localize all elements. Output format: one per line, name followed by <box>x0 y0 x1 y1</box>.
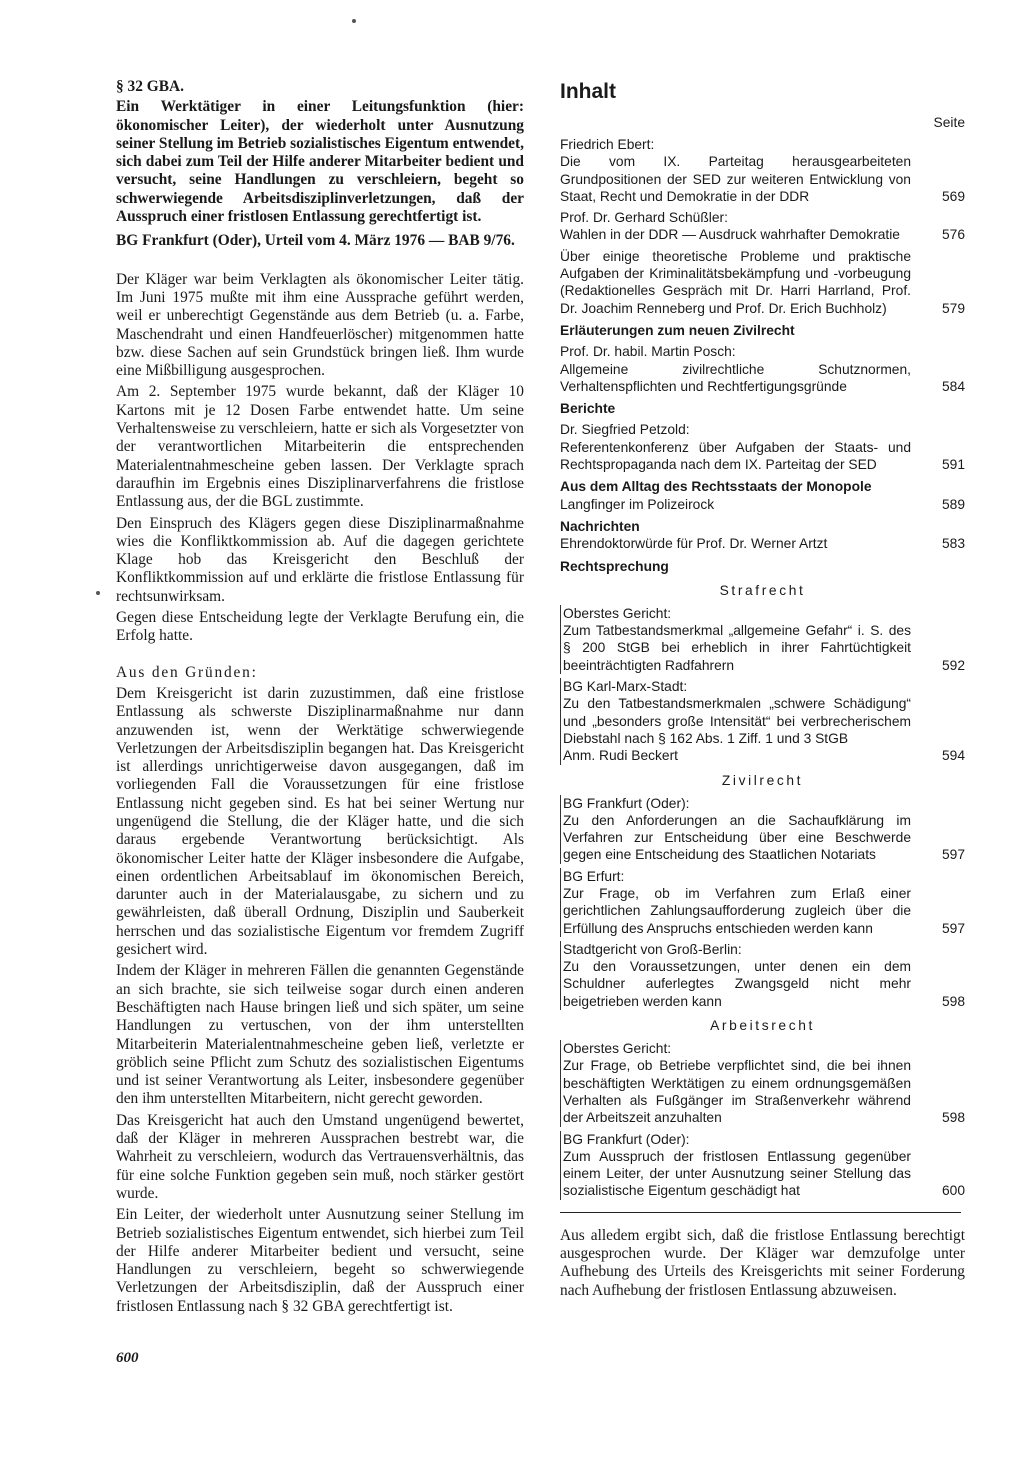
toc-entry[interactable] <box>560 1131 965 1200</box>
toc-entry[interactable] <box>560 248 965 317</box>
toc-entry-court: BG Frankfurt (Oder): <box>563 1131 690 1147</box>
toc-category: Erläuterungen zum neuen Zivilrecht <box>560 322 795 338</box>
toc-entry[interactable] <box>560 209 965 244</box>
reasons-paragraph: Ein Leiter, der wiederholt unter Ausnutzung seiner Stellung im Betrieb sozialistisches Eigentum entwendet, sich hierbei zum Teil der Hilfe anderer Mitarbeiter bedient und versucht, seine Handlungen zu verschleiern, begeht so schwerwiegende Verletzungen der Arbeitsdisziplin, daß der Ausspruch einer fristlosen Entlassung nach § 32 GBA gerechtfertigt ist. <box>116 1206 524 1315</box>
toc-entry-author: Dr. Siegfried Petzold: <box>560 422 690 438</box>
toc-entry-page: 600 <box>941 1183 965 1199</box>
court-citation: BG Frankfurt (Oder), Urteil vom 4. März 1976 — BAB 9/76. <box>116 232 515 250</box>
left-column <box>116 78 524 1316</box>
section-reference: § 32 GBA. <box>116 78 184 95</box>
toc-entry-page: 583 <box>941 536 965 552</box>
toc-entry[interactable] <box>560 868 965 937</box>
toc-entry-court: BG Karl-Marx-Stadt: <box>563 679 688 695</box>
toc-entry-page: 597 <box>941 920 965 936</box>
toc-entry-title: Zum Ausspruch der fristlosen Entlassung gegenüber einem Leiter, der unter Ausnutzung seiner Stellung das sozialistische Eigentum geschädigt hat <box>563 1148 911 1199</box>
toc-entry-page: 594 <box>941 748 965 764</box>
toc-entry[interactable] <box>560 343 965 395</box>
facts-paragraph: Am 2. September 1975 wurde bekannt, daß der Kläger 10 Kartons mit je 12 Dosen Farbe entwendet hatte. Um seine Verhaltensweise zu verschleiern, hatte er sich als Vorgesetzter von der verantwortlichen Mitarbeiterin die entsprechenden Materialentnahmescheine geben lassen. Der Verklagte sprach daraufhin im Ergebnis eines Disziplinarverfahrens die fristlose Entlassung aus, der die BGL zustimmte. <box>116 383 524 511</box>
toc-entry[interactable] <box>560 421 965 473</box>
toc-entry[interactable] <box>560 136 965 205</box>
toc-entry-page: 579 <box>941 300 965 316</box>
toc-divider <box>560 1212 961 1213</box>
toc-entry-title: Zur Frage, ob Betriebe verpflichtet sind, die bei ihnen beschäftigten Werktätigen zu einem ordnungsgemäßen Verhalten als Fußgänger im Straßenverkehr während der Arbeitszeit anzuhalten <box>563 1058 911 1126</box>
toc-entry-court: BG Frankfurt (Oder): <box>563 795 690 811</box>
scan-speck <box>96 591 100 595</box>
toc-entry[interactable] <box>560 678 965 764</box>
facts-paragraph: Den Einspruch des Klägers gegen diese Disziplinarmaßnahme wies die Konfliktkommission ab. Auf die dagegen gerichtete Klage hob das Kreisgericht den Beschluß der Konfliktkommission auf und erklärte die fristlose Entlassung für rechtsunwirksam. <box>116 514 524 605</box>
toc-entry-annotation: Anm. Rudi Beckert <box>563 748 679 764</box>
reasons-paragraph: Indem der Kläger in mehreren Fällen die genannten Gegenstände an sich brachte, sie sich teilweise sogar durch einen anderen Beschäftigten nach Hause bringen ließ und sich später, um seine Handlungen zu vertuschen, von der ihm unterstellten Mitarbeiterin Materialentnahmescheine geben ließ, verletzte er gröblich seine Pflicht zum Schutz des sozialistischen Eigentums und ist seiner Verantwortung als Leiter, insbesondere gegenüber den ihm unterstellten Mitarbeitern, nicht gerecht geworden. <box>116 962 524 1108</box>
toc-entry-page: 576 <box>941 227 965 243</box>
toc-entry-court: Stadtgericht von Groß-Berlin: <box>563 941 742 957</box>
facts-paragraph: Gegen diese Entscheidung legte der Verklagte Berufung ein, die Erfolg hatte. <box>116 609 524 645</box>
toc-entry[interactable] <box>560 605 965 674</box>
toc-subcategory: Zivilrecht <box>721 772 804 788</box>
reasons-heading: Aus den Gründen: <box>116 663 258 681</box>
toc-entry-author: Friedrich Ebert: <box>560 137 655 152</box>
facts-paragraph: Der Kläger war beim Verklagten als ökonomischer Leiter tätig. Im Juni 1975 mußte mit ihm eine Aussprache geführt werden, weil er unberechtigt Gegenstände aus dem Betrieb (u. a. Farbe, Maschendraht und einen Handfeuerlöscher) mitgenommen hatte bzw. diese Sachen auf sein Grundstück bringen ließ. Ihm wurde eine Mißbilligung ausgesprochen. <box>116 270 524 380</box>
toc-entry-title: Zu den Voraussetzungen, unter denen ein dem Schuldner auferlegtes Zwangsgeld nicht mehr beigetrieben werden kann <box>563 959 911 1009</box>
toc-entry[interactable] <box>560 941 965 1010</box>
toc-entry-page: 591 <box>941 457 965 473</box>
toc-entry[interactable] <box>560 795 965 864</box>
toc-entry-page: 597 <box>941 847 965 863</box>
toc-subcategory: Strafrecht <box>719 582 806 598</box>
toc-entry-title: Zu den Tatbestandsmerkmalen „schwere Schädigung“ und „besonders große Intensität“ bei verbrecherischem Diebstahl nach § 162 Abs. 1 Ziff. 1 und 3 StGB <box>563 696 911 746</box>
scan-speck <box>352 19 356 23</box>
toc-title: Inhalt <box>560 80 616 103</box>
toc-category: Nachrichten <box>560 518 640 534</box>
toc-entry-title: Langfinger im Polizeirock <box>560 496 715 512</box>
toc-entry-title: Wahlen in der DDR — Ausdruck wahrhafter Demokratie <box>560 227 900 243</box>
toc-entry[interactable] <box>560 1040 965 1126</box>
headnote: Ein Werktätiger in einer Leitungsfunktion (hier: ökonomischer Leiter), der wiederholt unter Ausnutzung seiner Stellung im Betrieb sozialistisches Eigentum entwendet, sich dabei zum Teil der Hilfe anderer Mitarbeiter bedient und versucht, seine Handlungen zu verschleiern, begeht so schwerwiegende Arbeitsdisziplinverletzungen, daß der Ausspruch einer fristlosen Entlassung gerechtfertigt ist. <box>116 98 524 226</box>
toc-entry-title: Die vom IX. Parteitag herausgearbeiteten Grundpositionen der SED zur weiteren Entwicklung von Staat, Recht und Demokratie in der DDR <box>560 154 911 204</box>
page-number: 600 <box>116 1350 139 1366</box>
toc-entry-page: 589 <box>941 496 965 512</box>
toc-entry-author: Prof. Dr. habil. Martin Posch: <box>560 344 736 360</box>
toc-category: Berichte <box>560 401 616 417</box>
toc-entry-page: 598 <box>941 993 965 1009</box>
toc-subcategory: Arbeitsrecht <box>710 1018 815 1034</box>
reasons-paragraph: Das Kreisgericht hat auch den Umstand ungenügend bewertet, daß der Kläger in mehreren Aussprachen bestrebt war, die Wahrheit zu verschleiern, wodurch das Vertrauensverhältnis, das für eine solche Funktion gegeben sein muß, noch stärker gestört wurde. <box>116 1111 524 1202</box>
toc-entry-court: Oberstes Gericht: <box>563 605 672 621</box>
toc-entry-page: 592 <box>941 657 965 673</box>
judgment-conclusion: Aus alledem ergibt sich, daß die fristlose Entlassung berechtigt ausgesprochen wurde. Der Kläger war demzufolge unter Aufhebung des Urteils des Kreisgerichts mit seiner Forderung nach Aufhebung der fristlosen Entlassung abzuweisen. <box>560 1226 965 1299</box>
reasons-paragraph: Dem Kreisgericht ist darin zuzustimmen, daß eine fristlose Entlassung als schwerste Disziplinarmaßnahme nur dann anzuwenden ist, wenn der Werktätige schwerwiegende Verletzungen der Arbeitsdisziplin begangen hat. Das Kreisgericht ist allerdings unrichtigerweise davon ausgegangen, daß im vorliegenden Fall die Voraussetzungen für eine fristlose Entlassung nicht gegeben sind. Es hat bei seiner Wertung nur ungenügend die Stellung, die der Kläger hatte, und die sich daraus ergebende Verantwortung berücksichtigt. Als ökonomischer Leiter hatte der Kläger insbesondere die Aufgabe, einen ordentlichen Arbeitsablauf im ökonomischen Bereich, darunter auch in der Materialausgabe, zu sichern und zu gewährleisten, daß überall Ordnung, Disziplin und Sauberkeit herrschen und das sozialistische Eigentum vor fremdem Zugriff gesichert wird. <box>116 684 524 959</box>
toc-entry-title: Referentenkonferenz über Aufgaben der Staats- und Rechtspropaganda nach dem IX. Parteitag der SED <box>560 439 911 473</box>
toc-entry-title: Über einige theoretische Probleme und praktische Aufgaben der Kriminalitätsbekämpfung und -vorbeugung (Redaktionelles Gespräch mit Dr. Harri Harrland, Prof. Dr. Joachim Renneberg und Prof. Dr. Erich Buchholz) <box>560 248 911 316</box>
toc-entry-court: BG Erfurt: <box>563 868 625 884</box>
toc-entry-title: Zu den Anforderungen an die Sachaufklärung im Verfahren zur Entscheidung über eine Beschwerde gegen eine Entscheidung des Staatlichen Notariats <box>563 812 911 863</box>
toc-entry-page: 569 <box>941 188 965 204</box>
toc-entry-title: Zur Frage, ob im Verfahren zum Erlaß einer gerichtlichen Zahlungsaufforderung zugleich über die Erfüllung des Anspruchs entschieden werden kann <box>563 885 911 936</box>
toc-entry-page: 598 <box>941 1110 965 1126</box>
table-of-contents <box>560 78 965 1315</box>
toc-entry-author: Prof. Dr. Gerhard Schüßler: <box>560 210 728 226</box>
toc-entry-title: Allgemeine zivilrechtliche Schutznormen, Verhaltenspflichten und Rechtfertigungsgründe <box>560 361 911 394</box>
toc-entry-title: Ehrendoktorwürde für Prof. Dr. Werner Artzt <box>560 536 828 552</box>
toc-entry-page: 584 <box>941 378 965 394</box>
toc-entry[interactable] <box>560 535 965 552</box>
toc-entry-title: Zum Tatbestandsmerkmal „allgemeine Gefahr“ i. S. des § 200 StGB bei erheblich in ihrer Fahrtüchtigkeit beeinträchtigten Radfahrern <box>563 623 911 673</box>
toc-page-label: Seite <box>933 115 965 130</box>
toc-category: Rechtsprechung <box>560 558 669 574</box>
toc-entry[interactable] <box>560 496 965 513</box>
toc-entry-court: Oberstes Gericht: <box>563 1041 672 1057</box>
toc-category: Aus dem Alltag des Rechtsstaats der Monopole <box>560 479 872 495</box>
